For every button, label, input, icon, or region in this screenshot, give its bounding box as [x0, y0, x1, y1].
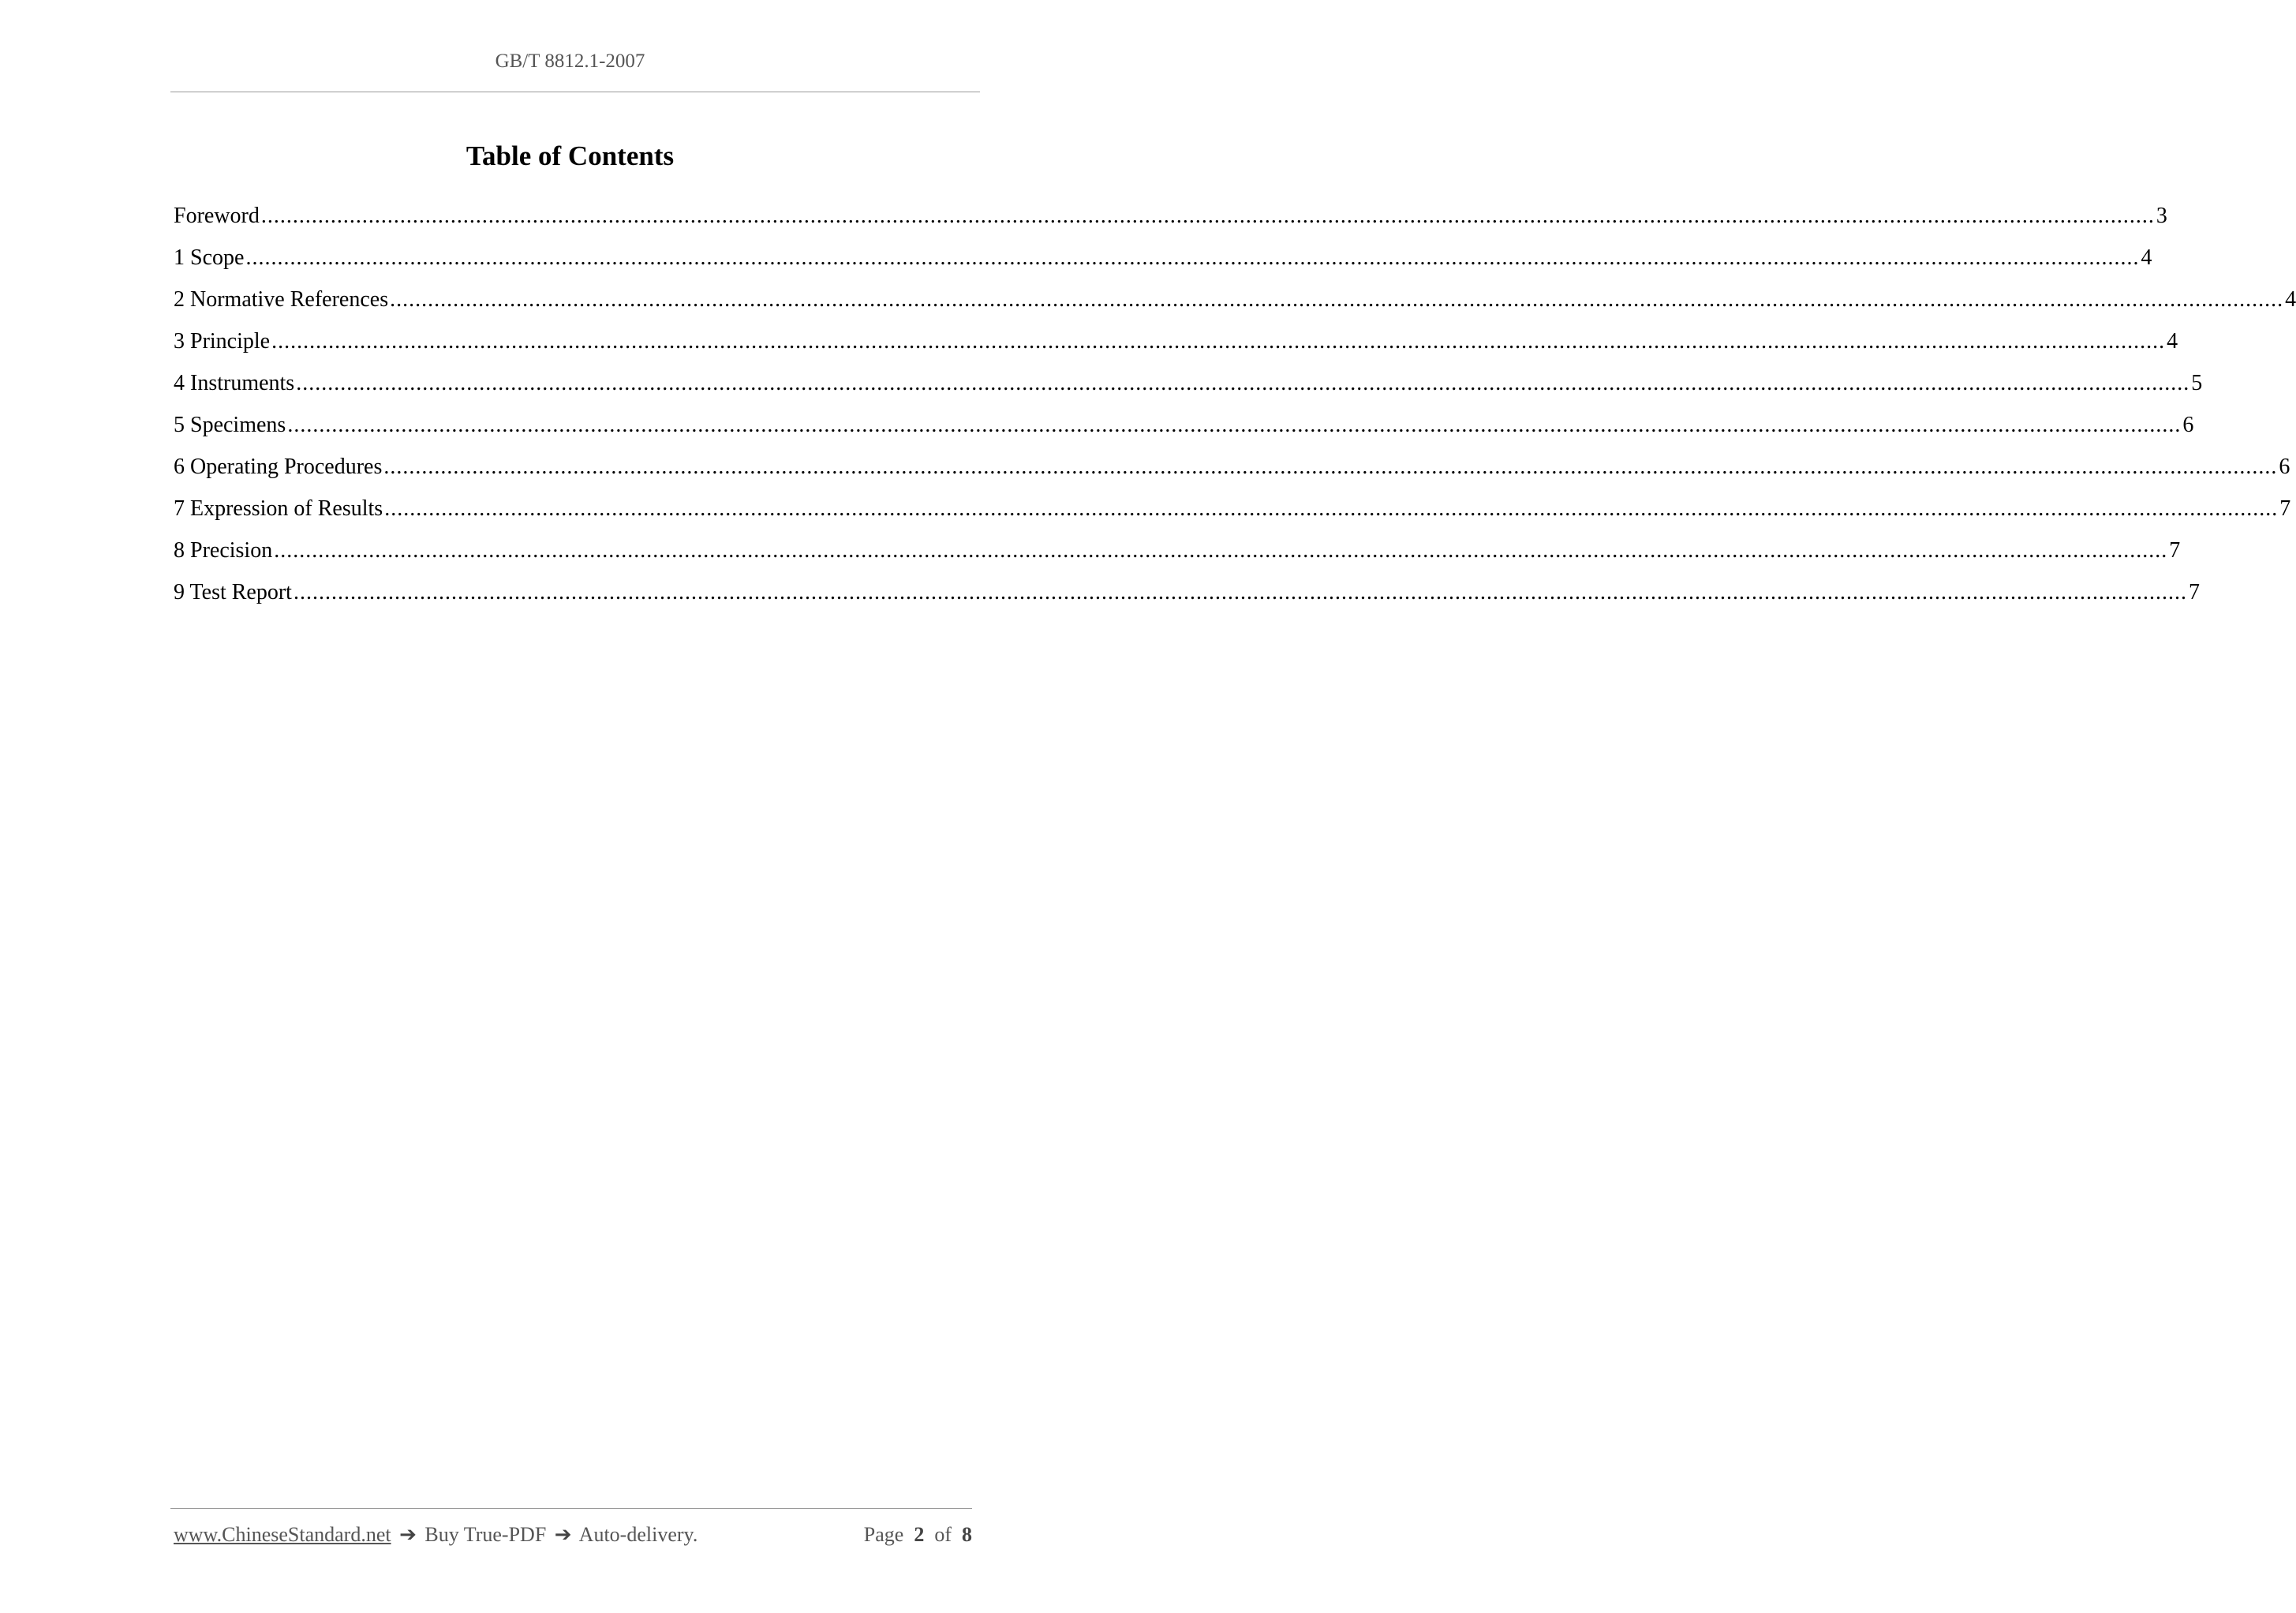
dot-leader: ............................................................................................................................................................................................................................................................................................................ [293, 580, 2187, 604]
toc-entry-specimens[interactable] [174, 410, 2194, 452]
dot-leader: ............................................................................................................................................................................................................................................................................................................ [274, 538, 2168, 563]
toc-entry-page: 7 [2279, 496, 2291, 521]
toc-entry-label: 3 Principle [174, 329, 271, 354]
toc-entry-scope[interactable] [174, 243, 2152, 285]
toc-entry-operating-procedures[interactable] [174, 452, 2290, 494]
right-arrow-icon: ➔ [554, 1523, 572, 1546]
dot-leader: ............................................................................................................................................................................................................................................................................................................ [296, 371, 2190, 395]
toc-entry-principle[interactable] [174, 327, 2178, 369]
toc-entry-normative-references[interactable] [174, 285, 2296, 327]
footer-divider [170, 1508, 972, 1509]
of-word: of [934, 1523, 952, 1546]
toc-list [174, 201, 2296, 619]
dot-leader: ............................................................................................................................................................................................................................................................................................................ [287, 413, 2182, 437]
toc-entry-label: 7 Expression of Results [174, 496, 383, 521]
dot-leader: ............................................................................................................................................................................................................................................................................................................ [245, 245, 2140, 270]
dot-leader: ............................................................................................................................................................................................................................................................................................................ [271, 329, 2166, 354]
page-number [864, 1523, 972, 1547]
page-footer [174, 1523, 972, 1555]
current-page-number: 2 [914, 1523, 925, 1546]
auto-delivery-text: Auto-delivery. [578, 1523, 698, 1546]
toc-entry-precision[interactable] [174, 536, 2181, 578]
toc-entry-page: 7 [2188, 580, 2200, 604]
page-word: Page [863, 1523, 904, 1546]
toc-entry-label: 4 Instruments [174, 371, 295, 395]
toc-entry-expression-of-results[interactable] [174, 494, 2291, 536]
website-link[interactable]: www.ChineseStandard.net [174, 1523, 391, 1546]
toc-entry-label: 2 Normative References [174, 287, 389, 312]
buy-true-pdf-text: Buy True-PDF [424, 1523, 547, 1546]
total-page-count: 8 [962, 1523, 972, 1546]
toc-entry-page: 4 [2141, 245, 2152, 270]
footer-promo [174, 1523, 697, 1547]
dot-leader: ............................................................................................................................................................................................................................................................................................................ [384, 496, 2279, 521]
toc-entry-instruments[interactable] [174, 369, 2203, 410]
dot-leader: ............................................................................................................................................................................................................................................................................................................ [260, 204, 2155, 228]
toc-entry-label: 8 Precision [174, 538, 273, 563]
toc-entry-page: 3 [2156, 204, 2167, 228]
toc-entry-label: 9 Test Report [174, 580, 292, 604]
right-arrow-icon: ➔ [399, 1523, 417, 1546]
toc-entry-label: 5 Specimens [174, 413, 286, 437]
toc-entry-label: 1 Scope [174, 245, 245, 270]
document-id-header: GB/T 8812.1-2007 [495, 51, 645, 72]
toc-entry-page: 4 [2285, 287, 2296, 312]
dot-leader: ............................................................................................................................................................................................................................................................................................................ [383, 455, 2278, 479]
toc-entry-page: 6 [2182, 413, 2194, 437]
toc-entry-label: 6 Operating Procedures [174, 455, 383, 479]
toc-entry-test-report[interactable] [174, 578, 2200, 619]
toc-title: Table of Contents [466, 140, 675, 171]
dot-leader: ............................................................................................................................................................................................................................................................................................................ [390, 287, 2284, 312]
toc-entry-page: 5 [2191, 371, 2203, 395]
toc-entry-foreword[interactable] [174, 201, 2167, 243]
toc-entry-label: Foreword [174, 204, 260, 228]
toc-entry-page: 6 [2279, 455, 2290, 479]
toc-entry-page: 7 [2169, 538, 2181, 563]
toc-entry-page: 4 [2167, 329, 2178, 354]
